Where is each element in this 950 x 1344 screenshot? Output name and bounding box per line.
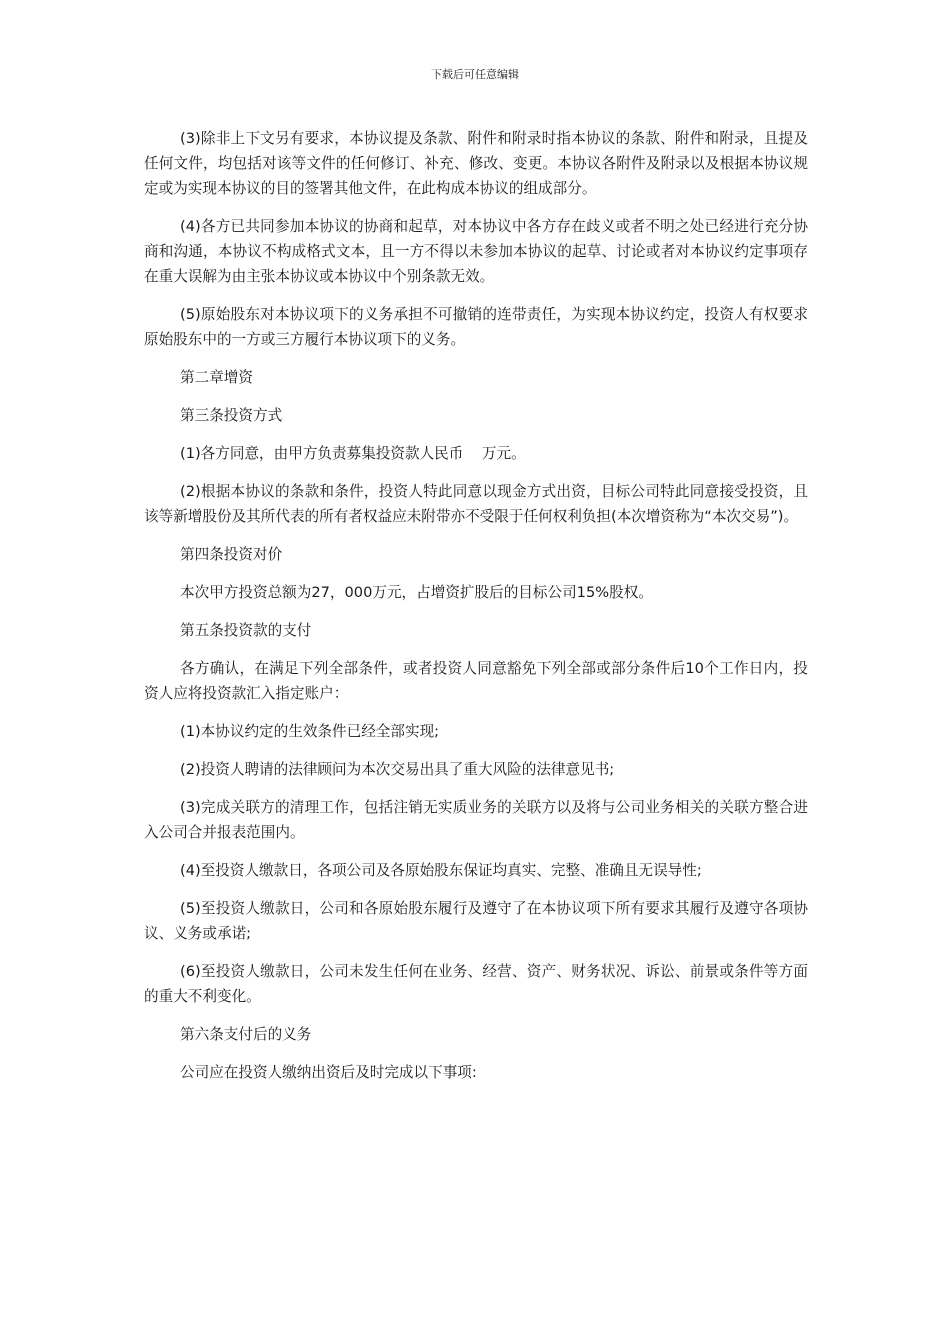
article-heading: 第六条支付后的义务 [180, 1026, 312, 1043]
clause-paragraph: (3)除非上下文另有要求，本协议提及条款、附件和附录时指本协议的条款、附件和附录，且提及任何文件，均包括对该等文件的任何修订、补充、修改、变更。本协议各附件及附录以及根据本协议规定或为实现本协议的目的签署其他文件，在此构成本协议的组成部分。 [144, 130, 808, 197]
article-heading: 第五条投资款的支付 [180, 622, 312, 639]
clause-paragraph: (2)投资人聘请的法律顾问为本次交易出具了重大风险的法律意见书; [180, 761, 615, 778]
clause-paragraph: (5)原始股东对本协议项下的义务承担不可撤销的连带责任，为实现本协议约定，投资人有权要求原始股东中的一方或三方履行本协议项下的义务。 [144, 306, 808, 348]
clause-paragraph: (6)至投资人缴款日，公司未发生任何在业务、经营、资产、财务状况、诉讼、前景或条件等方面的重大不利变化。 [144, 963, 808, 1005]
clause-paragraph: 公司应在投资人缴纳出资后及时完成以下事项: [180, 1064, 477, 1081]
chapter-heading: 第二章增资 [180, 369, 253, 386]
clause-paragraph: 本次甲方投资总额为27，000万元，占增资扩股后的目标公司15%股权。 [180, 584, 653, 601]
clause-paragraph: 各方确认，在满足下列全部条件，或者投资人同意豁免下列全部或部分条件后10个工作日内，投资人应将投资款汇入指定账户： [144, 660, 808, 702]
clause-paragraph: (5)至投资人缴款日，公司和各原始股东履行及遵守了在本协议项下所有要求其履行及遵守各项协议、义务或承诺; [144, 900, 808, 942]
clause-paragraph: (4)至投资人缴款日，各项公司及各原始股东保证均真实、完整、准确且无误导性; [180, 862, 702, 879]
article-heading: 第四条投资对价 [180, 546, 283, 563]
clause-paragraph: (3)完成关联方的清理工作，包括注销无实质业务的关联方以及将与公司业务相关的关联方整合进入公司合并报表范围内。 [144, 799, 808, 841]
clause-paragraph: (4)各方已共同参加本协议的协商和起草，对本协议中各方存在歧义或者不明之处已经进行充分协商和沟通，本协议不构成格式文本，且一方不得以未参加本协议的起草、讨论或者对本协议约定事项存在重大误解为由主张本协议或本协议中个别条款无效。 [144, 218, 808, 285]
article-heading: 第三条投资方式 [180, 407, 283, 424]
document-body [144, 126, 808, 1098]
clause-paragraph: (1)本协议约定的生效条件已经全部实现; [180, 723, 440, 740]
clause-paragraph: (2)根据本协议的条款和条件，投资人特此同意以现金方式出资，目标公司特此同意接受投资，且该等新增股份及其所代表的所有者权益应未附带亦不受限于任何权利负担(本次增资称为“本次交易”)。 [144, 483, 808, 525]
clause-paragraph: (1)各方同意，由甲方负责募集投资款人民币 万元。 [180, 445, 526, 462]
page-header: 下载后可任意编辑 [431, 68, 519, 81]
